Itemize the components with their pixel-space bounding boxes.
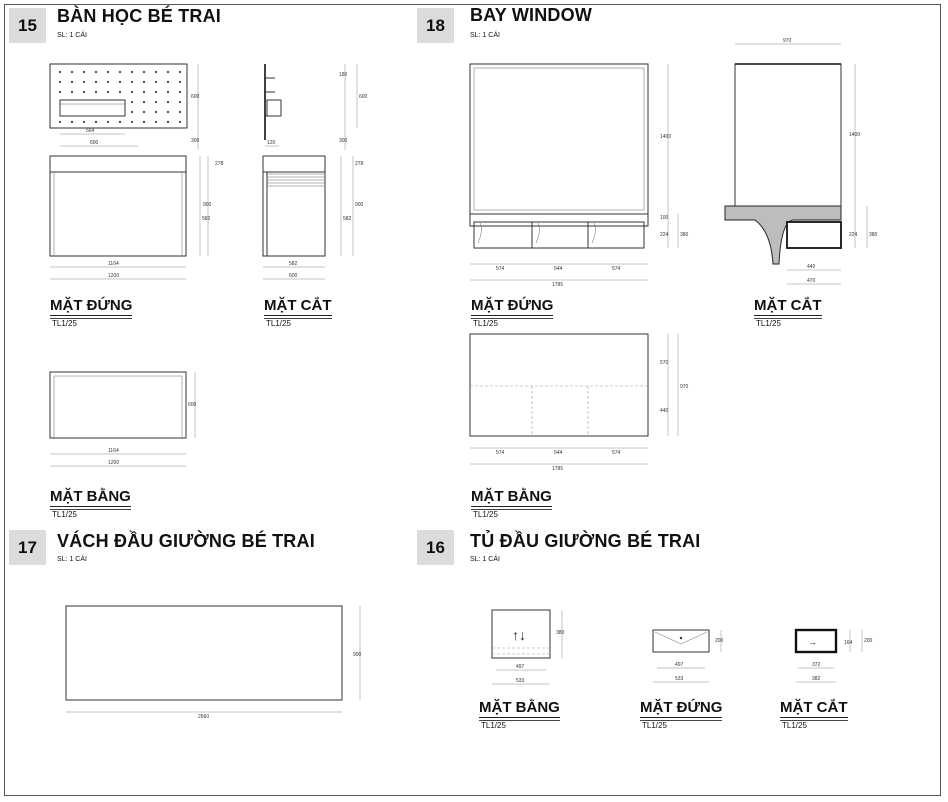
dim-plan18-h570: 570 <box>660 360 669 366</box>
dim-plan18-w574b: 574 <box>612 450 621 456</box>
section-17-number: 17 <box>9 530 46 565</box>
pegboard-hole <box>71 121 73 123</box>
pegboard-hole <box>59 121 61 123</box>
pegboard-hole <box>71 91 73 93</box>
pegboard-hole <box>107 91 109 93</box>
s16-section-title: MẶT CẮT <box>780 699 848 716</box>
section-15-elevation-drawing <box>40 150 224 290</box>
s15-section-title: MẶT CẮT <box>264 297 332 314</box>
dim-elev18-w574a: 574 <box>496 266 505 272</box>
dim-elev18-w574b: 574 <box>612 266 621 272</box>
dim-16s-h200: 200 <box>864 638 873 644</box>
dim-side-h600: 600 <box>359 94 368 100</box>
pegboard-hole <box>119 91 121 93</box>
dim-side-w120: 120 <box>267 140 276 146</box>
pegboard-hole <box>131 81 133 83</box>
section-18-elevation-drawing <box>460 58 690 293</box>
pegboard-hole <box>131 101 133 103</box>
dim-elev18-w544: 544 <box>554 266 563 272</box>
section-18-number: 18 <box>417 8 454 43</box>
pegboard-hole <box>155 111 157 113</box>
dim-top-w564: 564 <box>86 128 95 134</box>
s16-plan-title: MẶT BẰNG <box>479 699 560 716</box>
dim-sec18-w970: 970 <box>783 38 792 44</box>
pegboard-hole <box>155 71 157 73</box>
pegboard-hole <box>131 111 133 113</box>
dim-17-h900: 900 <box>353 652 362 658</box>
pegboard-hole <box>59 81 61 83</box>
pegboard-hole <box>167 101 169 103</box>
dim-16e-w533: 533 <box>675 676 684 682</box>
pegboard-hole <box>179 101 181 103</box>
open-direction-arrows-icon: ↑↓ <box>512 627 526 643</box>
dim-elev-h582: 582 <box>202 216 211 222</box>
dim-plan18-h440: 440 <box>660 408 669 414</box>
s16-section-scale: TL1/25 <box>782 721 807 730</box>
pegboard-hole <box>179 121 181 123</box>
section-17-headboard-drawing <box>56 598 376 728</box>
pegboard-hole <box>83 121 85 123</box>
dim-top-h600: 600 <box>191 94 200 100</box>
dim-elev18-w1785: 1785 <box>552 282 564 288</box>
pegboard-hole <box>131 71 133 73</box>
pegboard-hole <box>71 71 73 73</box>
pegboard-hole <box>143 111 145 113</box>
dim-16e-h200: 200 <box>715 638 724 644</box>
dim-sec-w600: 600 <box>289 273 298 279</box>
dim-sec-h900: 900 <box>355 202 364 208</box>
dim-17-w2660: 2660 <box>198 714 210 720</box>
s18-plan-scale: TL1/25 <box>473 510 498 519</box>
dim-top-w600: 600 <box>90 140 99 146</box>
section-16-title: TỦ ĐẦU GIƯỜNG BÉ TRAI <box>470 531 701 551</box>
dim-sec18-w470: 470 <box>807 278 816 284</box>
pegboard-hole <box>95 121 97 123</box>
s15-plan-title: MẶT BẰNG <box>50 488 131 505</box>
section-18-title: BAY WINDOW <box>470 5 593 25</box>
s18-plan-title: MẶT BẰNG <box>471 488 552 505</box>
drawer-arrow-icon: → <box>808 637 817 647</box>
section-15-plan-drawing <box>40 366 220 476</box>
dim-16s-w372: 372 <box>812 662 821 668</box>
dim-elev18-h1400: 1400 <box>660 134 672 140</box>
pegboard-hole <box>179 71 181 73</box>
dim-top-h300: 300 <box>191 138 200 144</box>
pegboard-holes <box>59 71 181 123</box>
dim-16s-w382: 382 <box>812 676 821 682</box>
s18-section-title: MẶT CẮT <box>754 297 822 314</box>
pegboard-hole <box>119 81 121 83</box>
pegboard-hole <box>71 81 73 83</box>
pegboard-hole <box>83 71 85 73</box>
pegboard-hole <box>131 91 133 93</box>
pegboard-hole <box>155 81 157 83</box>
dim-sec18-w440: 440 <box>807 264 816 270</box>
section-15-side-detail <box>255 58 375 153</box>
pegboard-hole <box>131 121 133 123</box>
section-16-plan-drawing <box>484 604 584 696</box>
dim-elev-h278: 278 <box>215 161 224 167</box>
dim-plan-w1164: 1164 <box>108 448 119 454</box>
pegboard-hole <box>107 81 109 83</box>
dim-sec-w582: 582 <box>289 261 298 267</box>
pegboard-hole <box>95 91 97 93</box>
pegboard-hole <box>107 71 109 73</box>
section-15-top-view <box>40 58 220 153</box>
pegboard-hole <box>167 81 169 83</box>
dim-elev-h900: 900 <box>203 202 212 208</box>
dim-elev18-h100: 100 <box>660 215 669 221</box>
pegboard-hole <box>167 91 169 93</box>
section-17-qty: SL: 1 CÁI <box>57 556 87 563</box>
section-18-section-drawing <box>715 36 890 291</box>
dim-side-h180: 180 <box>339 72 348 78</box>
dim-elev-w1200: 1200 <box>108 273 120 279</box>
pegboard-hole <box>143 71 145 73</box>
s15-elevation-title: MẶT ĐỨNG <box>50 297 133 314</box>
section-15-section-drawing <box>255 150 375 290</box>
dim-plan18-w1785: 1785 <box>552 466 564 472</box>
section-16-number: 16 <box>417 530 454 565</box>
s18-elevation-title: MẶT ĐỨNG <box>471 297 554 314</box>
dim-16s-h164: 164 <box>844 640 853 646</box>
dim-sec18-h1400: 1400 <box>849 132 861 138</box>
dim-sec18-h224: 224 <box>849 232 858 238</box>
pegboard-hole <box>143 81 145 83</box>
dim-elev18-h380: 380 <box>680 232 689 238</box>
s18-elevation-scale: TL1/25 <box>473 319 498 328</box>
dim-16p-w497: 497 <box>516 664 525 670</box>
pegboard-hole <box>83 81 85 83</box>
pegboard-hole <box>179 111 181 113</box>
section-16-elevation-drawing <box>645 620 745 696</box>
pegboard-hole <box>167 71 169 73</box>
section-15-title: BÀN HỌC BÉ TRAI <box>57 6 221 26</box>
dim-16p-w533: 533 <box>516 678 525 684</box>
s16-elevation-title: MẶT ĐỨNG <box>640 699 723 716</box>
dim-sec18-h380: 380 <box>869 232 878 238</box>
dim-elev18-h224: 224 <box>660 232 669 238</box>
dim-sec-h278: 278 <box>355 161 364 167</box>
pegboard-hole <box>119 121 121 123</box>
dim-plan18-w544: 544 <box>554 450 563 456</box>
s16-elevation-scale: TL1/25 <box>642 721 667 730</box>
section-15-number: 15 <box>9 8 46 43</box>
section-17-title: VÁCH ĐẦU GIƯỜNG BÉ TRAI <box>57 531 315 551</box>
pegboard-hole <box>179 91 181 93</box>
pegboard-hole <box>59 91 61 93</box>
pegboard-hole <box>179 81 181 83</box>
s15-plan-scale: TL1/25 <box>52 510 77 519</box>
pegboard-hole <box>155 101 157 103</box>
pegboard-hole <box>143 91 145 93</box>
pegboard-hole <box>155 91 157 93</box>
pegboard-hole <box>59 71 61 73</box>
pegboard-hole <box>119 71 121 73</box>
pegboard-hole <box>95 81 97 83</box>
pegboard-hole <box>143 101 145 103</box>
s15-section-scale: TL1/25 <box>266 319 291 328</box>
dim-elev-w1164: 1164 <box>108 261 119 267</box>
pegboard-hole <box>95 71 97 73</box>
dim-plan18-w574a: 574 <box>496 450 505 456</box>
pegboard-hole <box>143 121 145 123</box>
s16-plan-scale: TL1/25 <box>481 721 506 730</box>
dim-plan-w1200: 1200 <box>108 460 120 466</box>
dim-16p-h380: 380 <box>556 630 565 636</box>
section-18-plan-drawing <box>460 328 690 476</box>
dim-plan18-h970: 970 <box>680 384 689 390</box>
dim-plan-h600: 600 <box>188 402 197 408</box>
dim-side-h300: 300 <box>339 138 348 144</box>
dim-16e-w497: 497 <box>675 662 684 668</box>
pegboard-hole <box>155 121 157 123</box>
s18-section-scale: TL1/25 <box>756 319 781 328</box>
section-16-section-drawing <box>786 620 886 696</box>
section-16-qty: SL: 1 CÁI <box>470 556 500 563</box>
s15-elevation-scale: TL1/25 <box>52 319 77 328</box>
section-18-qty: SL: 1 CÁI <box>470 32 500 39</box>
pegboard-hole <box>107 121 109 123</box>
dim-sec-h582: 582 <box>343 216 352 222</box>
pegboard-hole <box>167 121 169 123</box>
pegboard-hole <box>167 111 169 113</box>
pegboard-hole <box>83 91 85 93</box>
section-15-qty: SL: 1 CÁI <box>57 32 87 39</box>
